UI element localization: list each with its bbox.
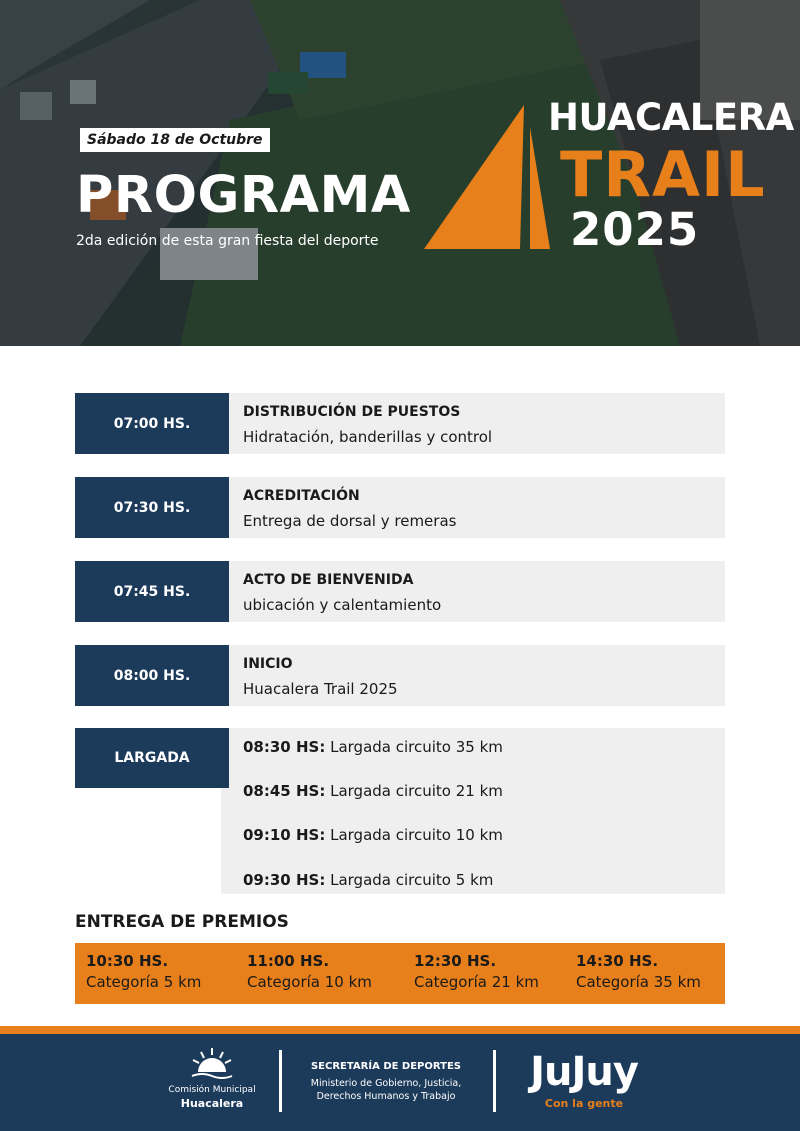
schedule-row bbox=[75, 477, 725, 538]
hero-banner bbox=[0, 0, 800, 346]
page-title: PROGRAMA bbox=[76, 166, 411, 225]
largada-item bbox=[243, 871, 493, 889]
premio-time: 14:30 HS. bbox=[576, 952, 659, 970]
largada-item bbox=[243, 738, 503, 756]
premio-time: 11:00 HS. bbox=[247, 952, 330, 970]
largada-item-time: 09:10 HS: bbox=[243, 826, 326, 844]
secretaria-ministry bbox=[296, 1077, 476, 1103]
footer bbox=[0, 1034, 800, 1131]
largada-item-text: Largada circuito 5 km bbox=[330, 871, 494, 889]
schedule-desc: Entrega de dorsal y remeras bbox=[243, 512, 457, 530]
secretaria-line: Derechos Humanos y Trabajo bbox=[316, 1091, 456, 1102]
schedule-desc: ubicación y calentamiento bbox=[243, 596, 442, 614]
jujuy-logo-text: JuJuy bbox=[530, 1049, 638, 1095]
schedule-title: DISTRIBUCIÓN DE PUESTOS bbox=[243, 404, 461, 420]
logo-text-trail: TRAIL bbox=[560, 138, 766, 211]
schedule-time: 07:00 HS. bbox=[75, 393, 229, 454]
schedule-row bbox=[75, 393, 725, 454]
premio-item bbox=[576, 951, 701, 993]
logo-text-huacalera: HUACALERA bbox=[548, 96, 794, 139]
largada-item-text: Largada circuito 10 km bbox=[330, 826, 503, 844]
footer-accent-stripe bbox=[0, 1026, 800, 1034]
sunrise-logo-icon bbox=[190, 1046, 234, 1082]
schedule-row bbox=[75, 561, 725, 622]
largada-item-text: Largada circuito 21 km bbox=[330, 782, 503, 800]
schedule-time: 08:00 HS. bbox=[75, 645, 229, 706]
page-subtitle: 2da edición de esta gran fiesta del deporte bbox=[76, 233, 379, 249]
schedule-row bbox=[75, 645, 725, 706]
premio-category: Categoría 35 km bbox=[576, 973, 701, 991]
schedule-title: ACTO DE BIENVENIDA bbox=[243, 572, 414, 588]
premio-category: Categoría 10 km bbox=[247, 973, 372, 991]
premio-item bbox=[247, 951, 372, 993]
premio-category: Categoría 5 km bbox=[86, 973, 202, 991]
schedule-title: ACREDITACIÓN bbox=[243, 488, 360, 504]
secretaria-title: SECRETARÍA DE DEPORTES bbox=[310, 1061, 461, 1072]
largada-item-time: 09:30 HS: bbox=[243, 871, 326, 889]
sail-logo-icon bbox=[424, 105, 554, 251]
largada-label: LARGADA bbox=[75, 728, 229, 788]
event-date-badge: Sábado 18 de Octubre bbox=[80, 128, 270, 152]
premio-category: Categoría 21 km bbox=[414, 973, 539, 991]
jujuy-tagline: Con la gente bbox=[544, 1097, 624, 1110]
schedule-title: INICIO bbox=[243, 656, 293, 672]
footer-divider bbox=[279, 1050, 282, 1112]
schedule-desc: Hidratación, banderillas y control bbox=[243, 428, 493, 446]
premios-bar bbox=[75, 943, 725, 1004]
premio-item bbox=[86, 951, 201, 993]
premio-item bbox=[414, 951, 539, 993]
largada-item-time: 08:45 HS: bbox=[243, 782, 326, 800]
schedule-desc: Huacalera Trail 2025 bbox=[243, 680, 398, 698]
schedule-time: 07:30 HS. bbox=[75, 477, 229, 538]
largada-item-time: 08:30 HS: bbox=[243, 738, 326, 756]
premios-heading: ENTREGA DE PREMIOS bbox=[75, 912, 289, 932]
comision-label: Comisión Municipal bbox=[168, 1085, 256, 1095]
premio-time: 10:30 HS. bbox=[86, 952, 169, 970]
largada-item bbox=[243, 782, 503, 800]
logo-text-year: 2025 bbox=[570, 203, 700, 256]
largada-item-text: Largada circuito 35 km bbox=[330, 738, 503, 756]
schedule-time: 07:45 HS. bbox=[75, 561, 229, 622]
comision-name: Huacalera bbox=[180, 1097, 244, 1110]
secretaria-line: Ministerio de Gobierno, Justicia, bbox=[310, 1078, 462, 1089]
premio-time: 12:30 HS. bbox=[414, 952, 497, 970]
largada-item bbox=[243, 826, 503, 844]
footer-divider bbox=[493, 1050, 496, 1112]
